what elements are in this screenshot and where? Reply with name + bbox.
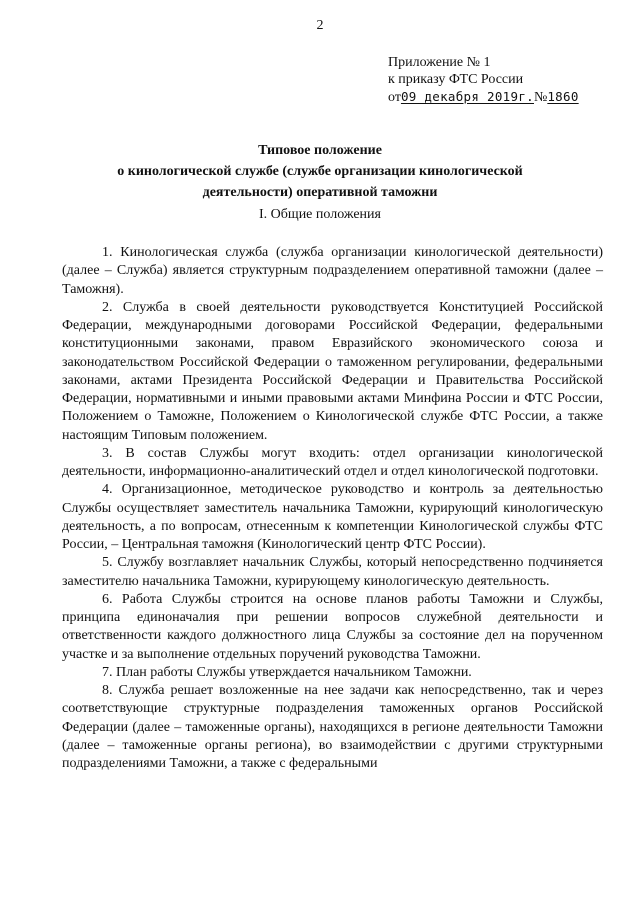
document-title: [60, 140, 580, 203]
title-line-3: деятельности) оперативной таможни: [202, 185, 438, 200]
order-date: 09 декабря 2019г.: [400, 89, 534, 104]
page-number: 2: [316, 18, 324, 33]
paragraph-1: 1. Кинологическая служба (служба организации кинологической деятельности) (далее – Служба) является структурным подразделением оперативной таможни (далее – Таможня).: [62, 245, 603, 297]
paragraph-2: 2. Служба в своей деятельности руководствуется Конституцией Российской Федерации, международными договорами Российской Федерации, федеральными конституционными законами, правом Евразийского экономического союза и законодательством Российской Федерации о таможенном регулировании, федеральными законами, актами Президента Российской Федерации и Правительства Российской Федерации, нормативными и иными правовыми актами Минфина России и ФТС России, Положением о Таможне, Положением о Кинологической службе ФТС России, а также настоящим Типовым положением.: [62, 299, 603, 443]
paragraph-3: 3. В состав Службы могут входить: отдел организации кинологической деятельности, информационно-аналитический отдел и отдел кинологической подготовки.: [62, 445, 603, 479]
order-number-sign: №: [533, 90, 548, 105]
paragraph-4: 4. Организационное, методическое руководство и контроль за деятельностью Службы осуществляет заместитель начальника Таможни, курирующий кинологическую деятельность, а по вопросам, отнесенным к компетенции Кинологической службы ФТС России, – Центральная таможня (Кинологический центр ФТС России).: [62, 482, 603, 552]
title-line-2: о кинологической службе (службе организации кинологической: [117, 164, 523, 179]
section-heading: I. Общие положения: [259, 207, 381, 222]
paragraph-5: 5. Службу возглавляет начальник Службы, который непосредственно подчиняется заместителю начальника Таможни, курирующему кинологическую деятельность.: [62, 555, 603, 589]
appendix-block: [388, 54, 579, 106]
document-body: [62, 244, 603, 773]
paragraph-6: 6. Работа Службы строится на основе планов работы Таможни и Службы, принципа единоначалия при решении вопросов служебной деятельности и ответственности каждого должностного лица Службы за состояние дел на порученном участке и за выполнение отдельных поручений руководства Таможни.: [62, 591, 603, 662]
title-line-1: Типовое положение: [258, 143, 382, 158]
appendix-title: Приложение № 1: [388, 55, 491, 70]
appendix-order-ref: к приказу ФТС России: [388, 72, 524, 87]
paragraph-8: 8. Служба решает возложенные на нее задачи как непосредственно, так и через соответствующие структурные подразделения таможенных органов Российской Федерации (далее – таможенные органы), находящихся в регионе деятельности Таможни (далее – таможенные органы региона), во взаимодействии с другими структурными подразделениями Таможни, а также с федеральными: [62, 683, 603, 771]
paragraph-7: 7. План работы Службы утверждается начальником Таможни.: [102, 664, 472, 680]
order-number: 1860: [547, 89, 579, 104]
order-date-line: [388, 88, 579, 106]
order-date-prefix: от: [388, 90, 401, 105]
